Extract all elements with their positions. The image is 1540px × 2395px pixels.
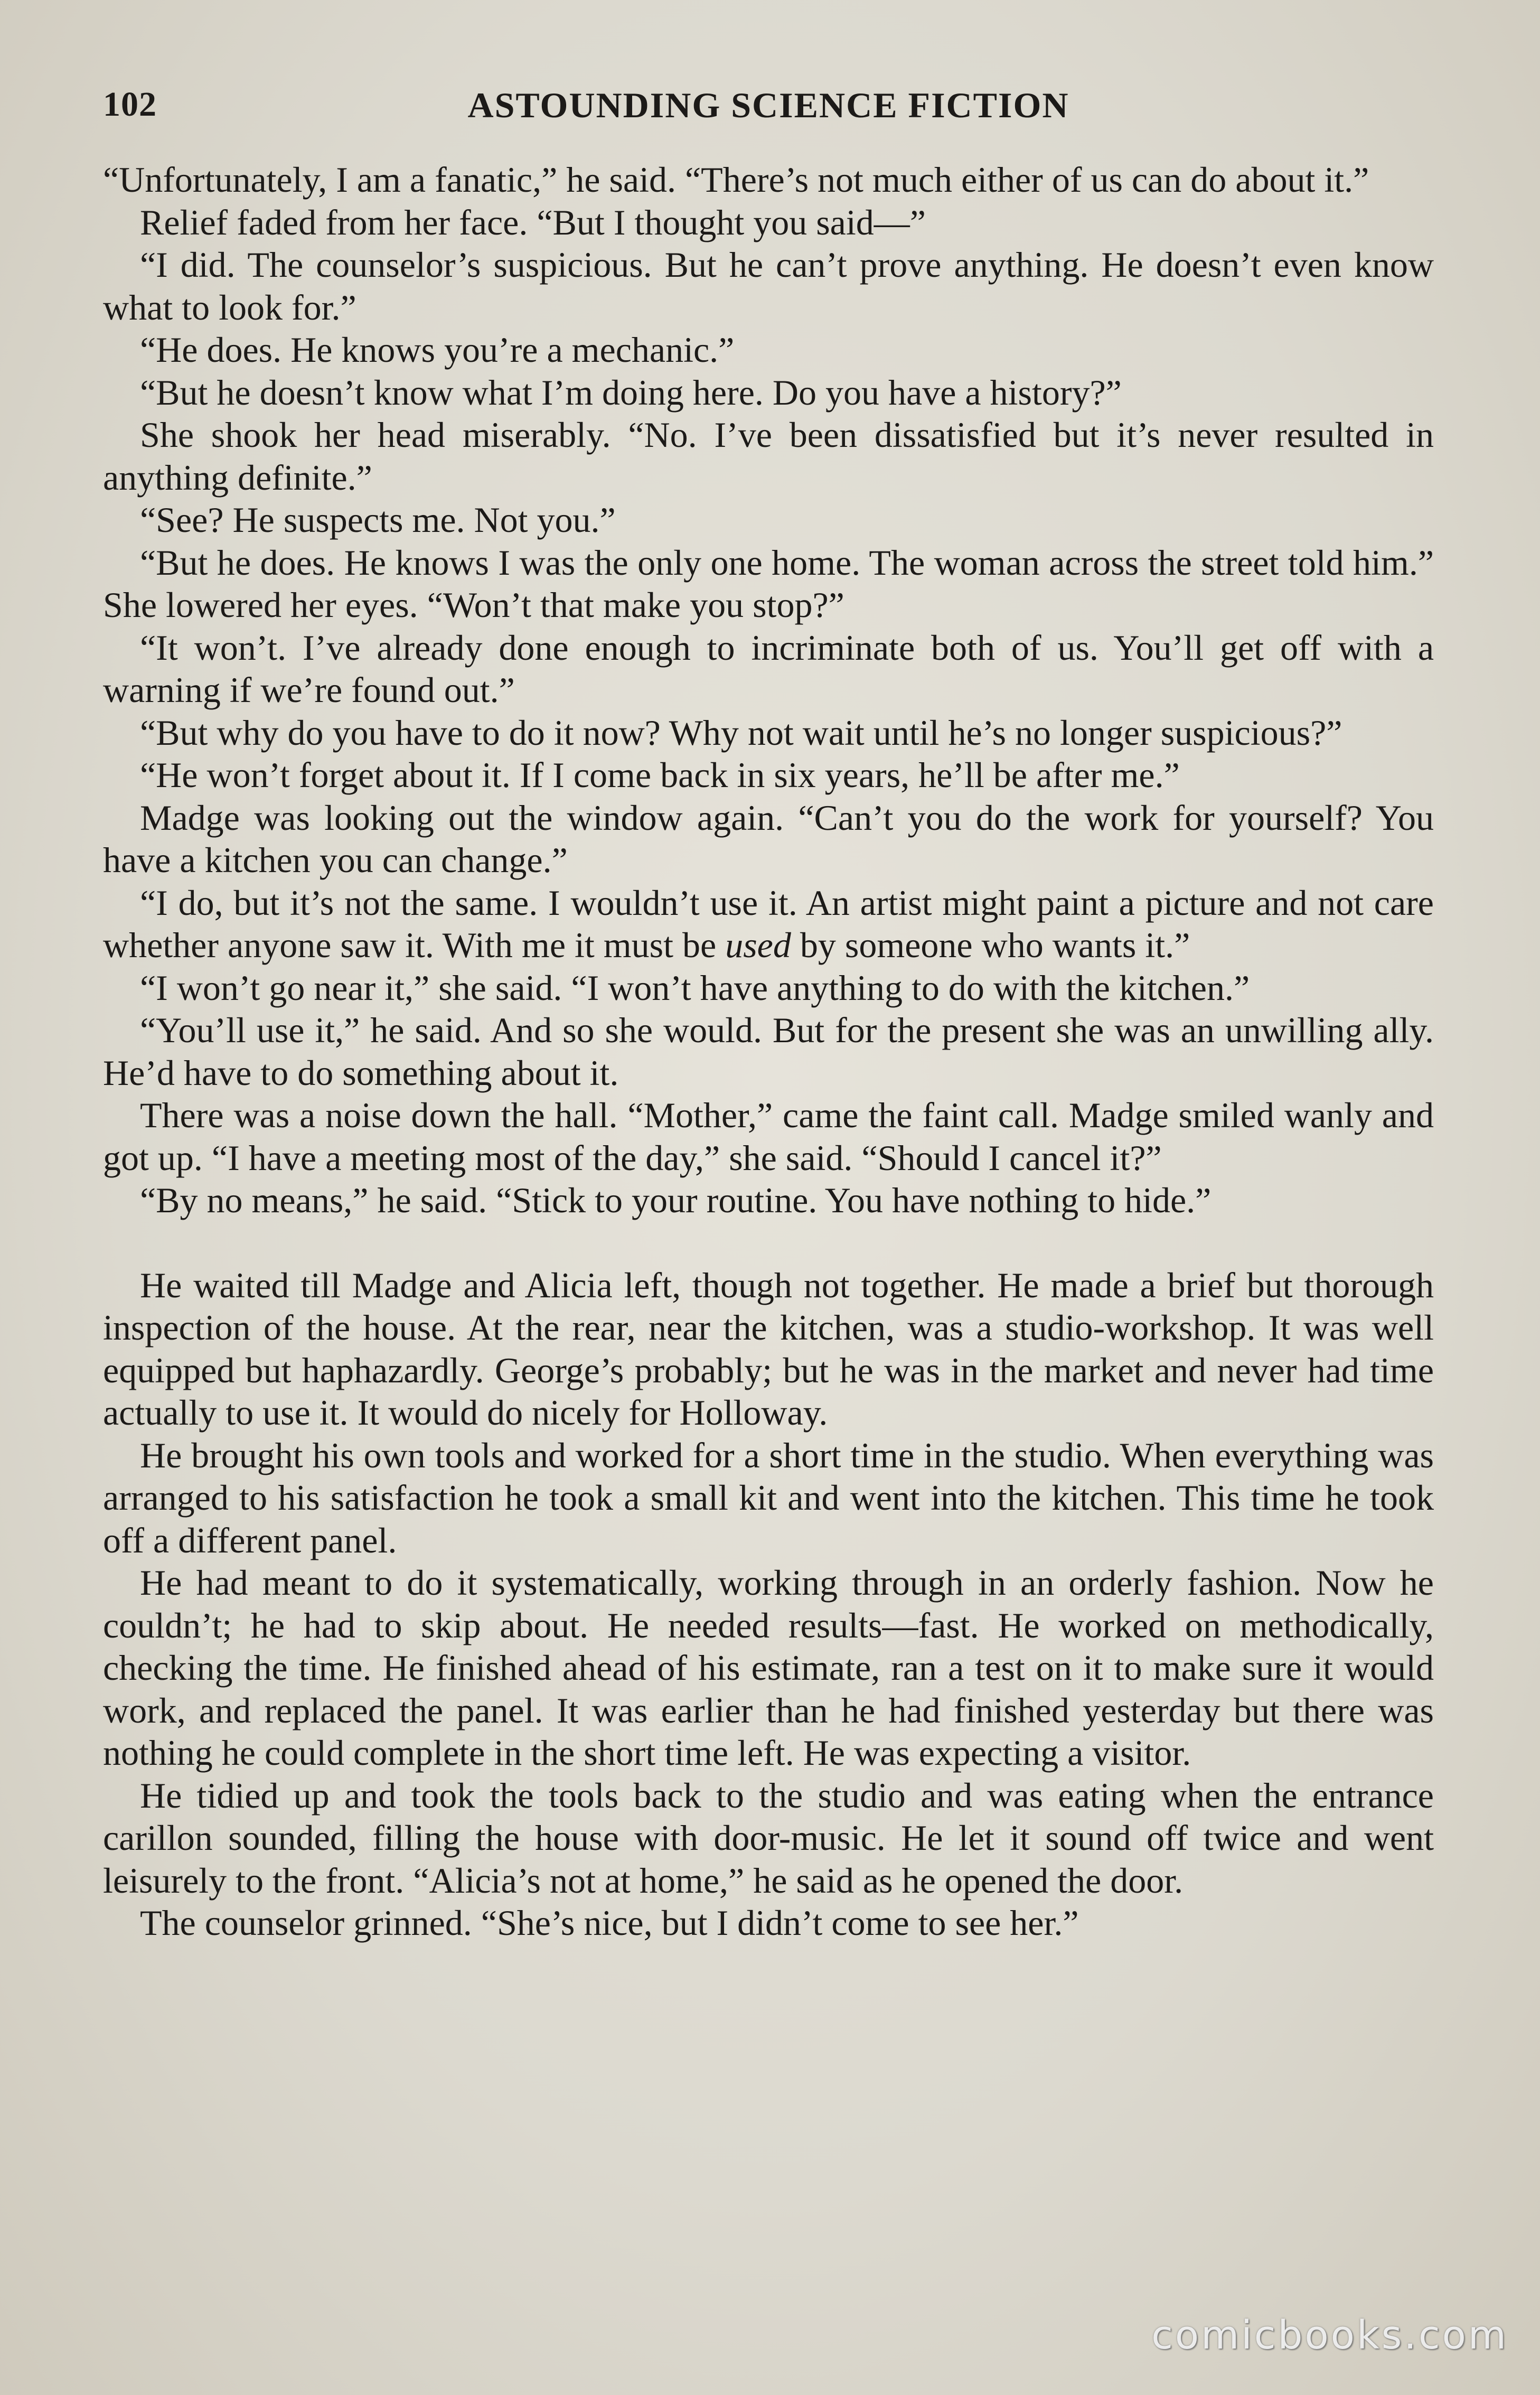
paragraph: “But he does. He knows I was the only one home. The woman across the street told him.” She lowered her eyes. “Won’t that make you stop?” [103,542,1434,625]
section-break [103,1222,1434,1264]
paragraph: “See? He suspects me. Not you.” [140,500,616,540]
page-number: 102 [103,85,157,124]
paragraph: He had meant to do it systematically, working through in an orderly fashion. Now he couldn’t; he had to skip about. He needed results—fast. He worked on methodically, checking the time. He finished ahead of his estimate, ran a test on it to make sure it would work, and replaced the panel. It was earlier than he had finished yesterday but there was nothing he could complete in the short time left. He was expecting a visitor. [103,1563,1434,1773]
paragraph-text: by someone who wants it.” [791,925,1190,965]
paragraph: He tidied up and took the tools back to the studio and was eating when the entrance carillon sounded, filling the house with door-music. He let it sound off twice and went leisurely to the front. “Alicia’s not at home,” he said as he opened the door. [103,1775,1434,1901]
paragraph: “But why do you have to do it now? Why not wait until he’s no longer suspicious?” [140,712,1342,753]
paragraph-with-emphasis [103,882,1434,967]
paragraph: “He won’t forget about it. If I come back in six years, he’ll be after me.” [140,755,1180,795]
running-title: ASTOUNDING SCIENCE FICTION [467,85,1069,125]
paragraph: Relief faded from her face. “But I thought you said—” [140,202,926,242]
paragraph: There was a noise down the hall. “Mother,” came the faint call. Madge smiled wanly and got up. “I have a meeting most of the day,” she said. “Should I cancel it?” [103,1095,1434,1178]
paragraph: “By no means,” he said. “Stick to your routine. You have nothing to hide.” [140,1180,1212,1220]
paragraph: She shook her head miserably. “No. I’ve been dissatisfied but it’s never resulted in anything definite.” [103,415,1434,498]
page-header [103,85,1434,143]
paragraph: “I did. The counselor’s suspicious. But he can’t prove anything. He doesn’t even know what to look for.” [103,245,1434,328]
paragraph-text: “I do, but it’s not the same. I wouldn’t use it. An artist might paint a picture and not care whether anyone saw it. With me it must be [103,882,1434,965]
paragraph: “You’ll use it,” he said. And so she would. But for the present she was an unwilling ally. He’d have to do something about it. [103,1010,1434,1093]
watermark: comicbooks.com [1151,2313,1508,2358]
paragraph: Madge was looking out the window again. “Can’t you do the work for yourself? You have a kitchen you can change.” [103,797,1434,880]
paragraph: He brought his own tools and worked for a short time in the studio. When everything was arranged to his satisfaction he took a small kit and went into the kitchen. This time he took off a different panel. [103,1435,1434,1560]
paragraph: “He does. He knows you’re a mechanic.” [140,330,735,370]
paragraph: “Unfortunately, I am a fanatic,” he said. “There’s not much either of us can do about it.” [103,160,1369,200]
emphasized-word: used [725,925,791,965]
paragraph: “But he doesn’t know what I’m doing here. Do you have a history?” [140,372,1122,413]
paragraph: “It won’t. I’ve already done enough to incriminate both of us. You’ll get off with a warning if we’re found out.” [103,627,1434,710]
paragraph: He waited till Madge and Alicia left, though not together. He made a brief but thorough inspection of the house. At the rear, near the kitchen, was a studio-workshop. It was well equipped but haphazardly. George’s probably; but he was in the market and never had time actually to use it. It would do nicely for Holloway. [103,1265,1434,1433]
paragraph: “I won’t go near it,” she said. “I won’t have anything to do with the kitchen.” [140,967,1250,1008]
body-text [103,158,1434,1944]
paragraph: The counselor grinned. “She’s nice, but I didn’t come to see her.” [140,1903,1079,1943]
